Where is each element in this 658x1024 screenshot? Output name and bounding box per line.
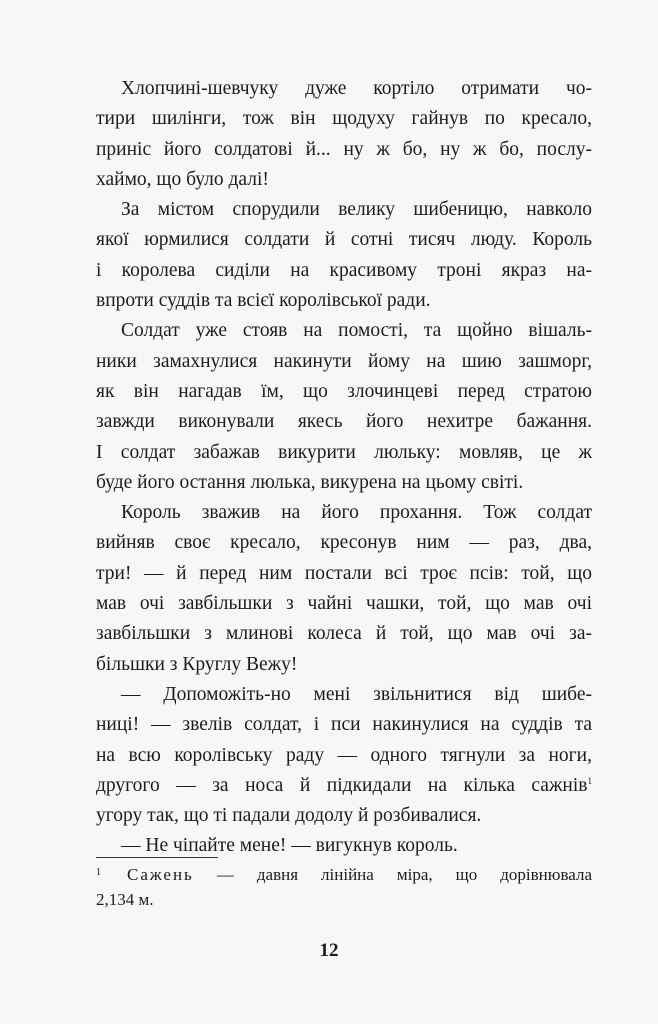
footnote-line bbox=[127, 862, 592, 887]
text-line: вийняв своє кресало, кресонув ним — раз, два, bbox=[96, 532, 592, 554]
footnote-divider bbox=[96, 857, 218, 858]
text-line: ники замахнулися накинути йому на шию зашморг, bbox=[96, 350, 592, 372]
text-line: три! — й перед ним постали всі троє псів: той, що bbox=[96, 562, 592, 584]
text-line: буде його остання люлька, викурена на цьому світі. bbox=[96, 471, 524, 493]
footnote-ref: 1 bbox=[587, 775, 592, 786]
text-line: завжди виконували якесь його нехитре бажання. bbox=[96, 411, 592, 433]
text-line: угору так, що ті падали додолу й розбивалися. bbox=[96, 805, 482, 827]
footnote bbox=[96, 862, 592, 912]
main-text bbox=[96, 74, 592, 862]
text-line: на всю королівську раду — одного тягнули за ноги, bbox=[96, 744, 592, 766]
footnote-line: 2,134 м. bbox=[96, 890, 154, 909]
text-line: хаймо, що було далі! bbox=[96, 168, 269, 190]
text-line: І солдат забажав викурити люльку: мовляв, це ж bbox=[96, 441, 592, 463]
text-line: ниці! — звелів солдат, і пси накинулися на суддів та bbox=[96, 714, 592, 736]
text-line: другого — за носа й підкидали на кілька сажнів bbox=[96, 774, 588, 796]
footnote-mark: 1 bbox=[96, 867, 101, 878]
text-line: приніс його солдатові й... ну ж бо, ну ж бо, послу- bbox=[96, 138, 592, 160]
text-line: впроти суддів та всієї королівської ради. bbox=[96, 290, 431, 312]
text-line: За містом спорудили велику шибеницю, навколо bbox=[121, 199, 592, 221]
text-line: як він нагадав їм, що злочинцеві перед стратою bbox=[96, 380, 592, 402]
text-line: — Допоможіть-но мені звільнитися від шибе- bbox=[121, 683, 592, 705]
text-line: і королева сиділи на красивому троні якраз на- bbox=[96, 259, 592, 281]
text-line-with-ref bbox=[96, 771, 592, 801]
text-line: якої юрмилися солдати й сотні тисяч люду. Король bbox=[96, 229, 592, 251]
text-line: мав очі завбільшки з чайні чашки, той, що мав очі bbox=[96, 593, 592, 615]
text-line: Король зважив на його прохання. Тож солдат bbox=[121, 502, 592, 524]
footnote-term: Сажень bbox=[127, 865, 194, 884]
text-line: Солдат уже стояв на помості, та щойно вішаль- bbox=[121, 320, 592, 342]
text-line: завбільшки з млинові колеса й той, що мав очі за- bbox=[96, 623, 592, 645]
text-line: тири шилінги, тож він щодуху гайнув по кресало, bbox=[96, 108, 592, 130]
page-number: 12 bbox=[319, 940, 339, 961]
text-line: — Не чіпайте мене! — вигукнув король. bbox=[121, 835, 458, 857]
text-line: більшки з Круглу Вежу! bbox=[96, 653, 298, 675]
footnote-definition: — давня лінійна міра, що дорівнювала bbox=[193, 865, 592, 884]
text-line: Хлопчині-шевчуку дуже кортіло отримати чо- bbox=[121, 78, 592, 99]
